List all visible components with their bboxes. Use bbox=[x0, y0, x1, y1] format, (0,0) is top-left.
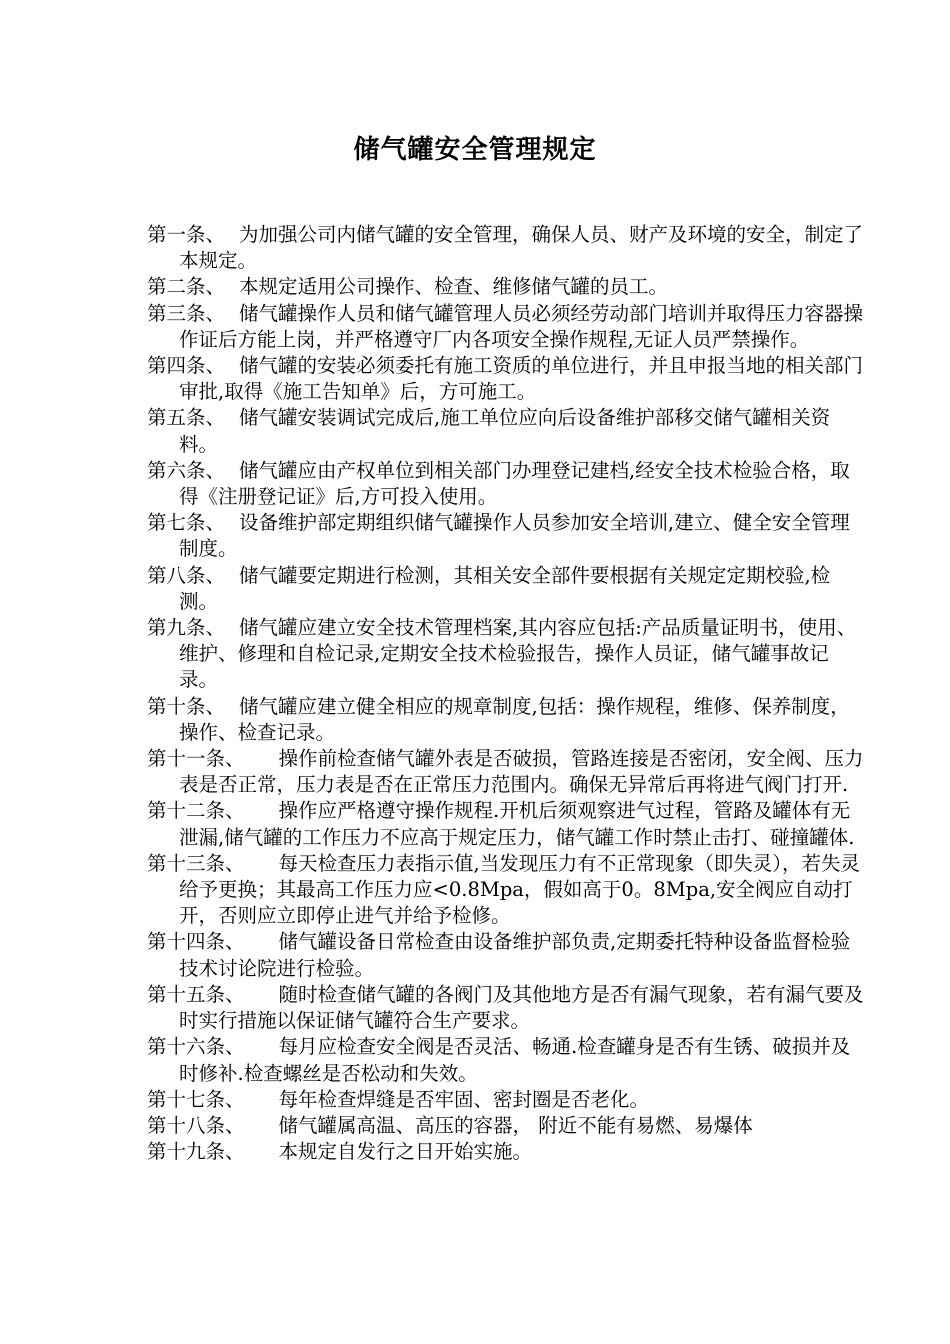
article-item bbox=[147, 746, 867, 798]
article-item bbox=[147, 510, 867, 562]
article-text: 操作前检查储气罐外表是否破损，管路连接是否密闭，安全阀、压力表是否正常，压力表是否在正常压力范围内。确保无异常后再将进气阀门打开. bbox=[179, 747, 864, 797]
article-number: 第十六条、 bbox=[147, 1035, 245, 1059]
article-item bbox=[147, 615, 867, 694]
article-number: 第十三条、 bbox=[147, 851, 245, 875]
article-list bbox=[147, 222, 867, 1165]
article-number: 第三条、 bbox=[147, 301, 226, 325]
article-number: 第九条、 bbox=[147, 616, 226, 640]
article-text: 储气罐设备日常检查由设备维护部负责,定期委托特种设备监督检验技术讨论院进行检验。 bbox=[179, 930, 851, 980]
article-text: 储气罐应建立安全技术管理档案,其内容应包括:产品质量证明书，使用、维护、修理和自检记录,定期安全技术检验报告，操作人员证，储气罐事故记录。 bbox=[179, 616, 857, 692]
article-item bbox=[147, 353, 867, 405]
article-item bbox=[147, 1087, 867, 1113]
article-text: 储气罐的安装必须委托有施工资质的单位进行，并且申报当地的相关部门审批,取得《施工告知单》后，方可施工。 bbox=[179, 354, 864, 404]
article-item bbox=[147, 1113, 867, 1139]
article-text: 随时检查储气罐的各阀门及其他地方是否有漏气现象，若有漏气要及时实行措施以保证储气罐符合生产要求。 bbox=[179, 982, 864, 1033]
article-number: 第十五条、 bbox=[147, 982, 245, 1006]
document-title: 储气罐安全管理规定 bbox=[353, 135, 597, 165]
article-text: 为加强公司内储气罐的安全管理，确保人员、财产及环境的安全，制定了本规定。 bbox=[179, 223, 864, 273]
article-item bbox=[147, 563, 867, 615]
article-number: 第八条、 bbox=[147, 563, 226, 587]
article-item bbox=[147, 458, 867, 510]
article-item bbox=[147, 274, 867, 300]
article-number: 第六条、 bbox=[147, 458, 226, 482]
article-text: 储气罐要定期进行检测，其相关安全部件要根据有关规定定期校验,检测。 bbox=[179, 563, 831, 613]
article-item bbox=[147, 222, 867, 274]
article-item bbox=[147, 301, 867, 353]
article-number: 第一条、 bbox=[147, 223, 226, 246]
article-number: 第五条、 bbox=[147, 406, 226, 430]
article-text: 储气罐操作人员和储气罐管理人员必须经劳动部门培训并取得压力容器操作证后方能上岗，并严格遵守厂内各项安全操作规程,无证人员严禁操作。 bbox=[179, 301, 864, 351]
article-number: 第十七条、 bbox=[147, 1087, 245, 1111]
article-text: 储气罐应由产权单位到相关部门办理登记建档,经安全技术检验合格，取得《注册登记证》后,方可投入使用。 bbox=[179, 458, 850, 509]
article-item bbox=[147, 1139, 867, 1165]
article-number: 第十四条、 bbox=[147, 930, 245, 954]
article-item bbox=[147, 1034, 867, 1086]
article-text: 储气罐应建立健全相应的规章制度,包括：操作规程，维修、保养制度，操作、检查记录。 bbox=[179, 694, 850, 744]
article-number: 第十一条、 bbox=[147, 747, 245, 771]
article-item bbox=[147, 851, 867, 930]
article-text: 操作应严格遵守操作规程.开机后须观察进气过程，管路及罐体有无泄漏,储气罐的工作压力不应高于规定压力，储气罐工作时禁止击打、碰撞罐体. bbox=[179, 799, 855, 849]
article-item bbox=[147, 694, 867, 746]
article-text: 每月应检查安全阀是否灵活、畅通.检查罐身是否有生锈、破损并及时修补.检查螺丝是否松动和失效。 bbox=[179, 1035, 851, 1085]
article-number: 第二条、 bbox=[147, 275, 226, 299]
article-item bbox=[147, 405, 867, 457]
article-text: 设备维护部定期组织储气罐操作人员参加安全培训,建立、健全安全管理制度。 bbox=[179, 511, 850, 561]
article-number: 第四条、 bbox=[147, 354, 226, 378]
article-item bbox=[147, 982, 867, 1034]
article-text: 每年检查焊缝是否牢固、密封圈是否老化。 bbox=[278, 1087, 650, 1111]
article-item bbox=[147, 798, 867, 850]
article-text: 本规定适用公司操作、检查、维修储气罐的员工。 bbox=[239, 275, 669, 299]
article-number: 第十九条、 bbox=[147, 1140, 245, 1164]
article-item bbox=[147, 929, 867, 981]
article-number: 第十条、 bbox=[147, 694, 226, 718]
article-text: 本规定自发行之日开始实施。 bbox=[278, 1140, 533, 1164]
article-number: 第十二条、 bbox=[147, 799, 245, 823]
article-text: 储气罐安装调试完成后,施工单位应向后设备维护部移交储气罐相关资料。 bbox=[179, 406, 831, 456]
article-number: 第七条、 bbox=[147, 511, 226, 535]
article-number: 第十八条、 bbox=[147, 1113, 245, 1137]
article-text: 每天检查压力表指示值,当发现压力有不正常现象（即失灵），若失灵给予更换；其最高工作压力应<0.8Mpa，假如高于0。8Mpa,安全阀应自动打开，否则应立即停止进气并给予检修。 bbox=[179, 851, 860, 928]
article-text: 储气罐属高温、高压的容器， 附近不能有易燃、易爆体 bbox=[278, 1113, 753, 1137]
